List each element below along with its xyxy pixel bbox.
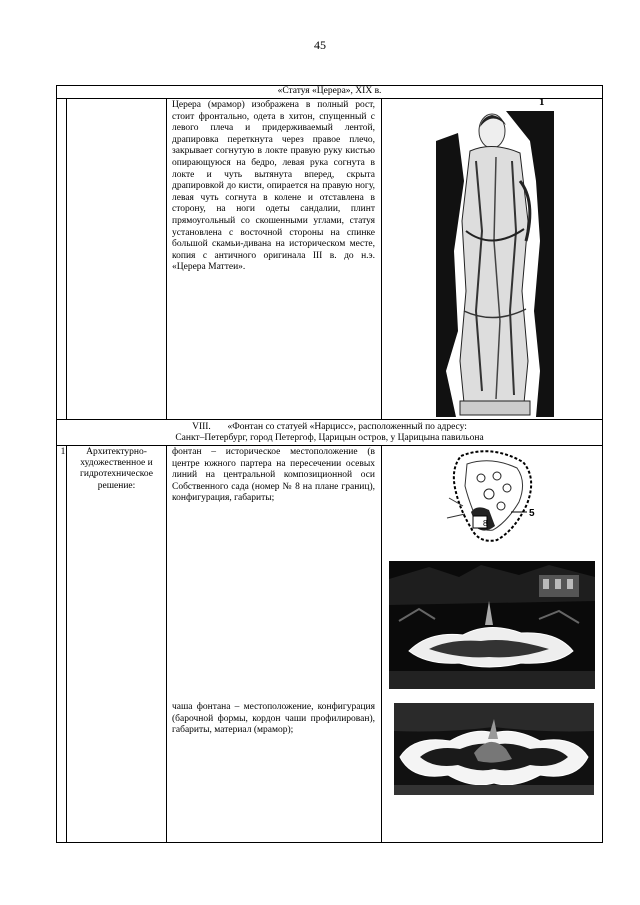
row-index: 1 [60,447,66,457]
section-number: VIII. [192,422,211,432]
document-table [56,85,603,843]
fountain-address: Санкт–Петербург, город Петергоф, Царицын остров, у Царицына павильона [175,433,484,443]
plan-label-8: 8 [483,519,488,528]
fountain-photo-garden [389,561,595,689]
fountain-section-title [56,422,603,433]
column-divider [166,98,167,419]
statue-photo [436,111,554,417]
fountain-bowl: чаша фонтана – местоположение, конфигурация (барочной формы, кордон чаши профилирован), габариты, материал (мрамор); [172,702,375,736]
section-title: «Фонтан со статуей «Нарцисс», расположенный по адресу: [227,422,467,432]
row-divider [56,98,603,99]
fountain-location: фонтан – историческое местоположение (в центре южного партера на пересечении осевых линий на центральной композиционной оси Собственного сада (номер № 8 на плане границ), конфигурация, габариты; [172,447,375,504]
column-divider [66,98,67,419]
row-divider [56,445,603,446]
photo-marker: 1 [539,96,545,108]
row-category: Архитектурно-художественное и гидротехническое решение: [79,447,153,491]
page-number: 45 [314,38,326,52]
table-border-right [602,85,603,843]
column-divider [166,445,167,842]
column-divider [66,445,67,842]
fountain-photo-bowl [394,703,594,795]
column-divider [381,445,382,842]
table-border-bottom [56,842,603,843]
statue-section-title: «Статуя «Церера», XIX в. [277,86,382,96]
column-divider [381,98,382,419]
statue-description: Церера (мрамор) изображена в полный рост, стоит фронтально, одета в хитон, спущенный с левого плеча и придерживаемый лентой, драпировка переткнута через правое плечо, закрывает согнутую в локте правую руку кистью опирающуюся на бедро, левая рука согнута в локте и чуть вытянута вперед, скрыта драпировкой до кисти, опирается на правую ногу, левая чуть согнута в колене и отставлена в сторону, на ноги одеты сандалии, плинт прямоугольный со скошенными углами, статуя установлена с восточной стороны на спинке большой скамьи-дивана на историческом месте, копия с античного оригинала III в. до н.э. «Церера Маттеи». [172,100,375,273]
garden-plan-map [441,448,546,548]
row-divider [56,419,603,420]
table-border-left [56,85,57,843]
plan-label-5: 5 [529,508,535,519]
